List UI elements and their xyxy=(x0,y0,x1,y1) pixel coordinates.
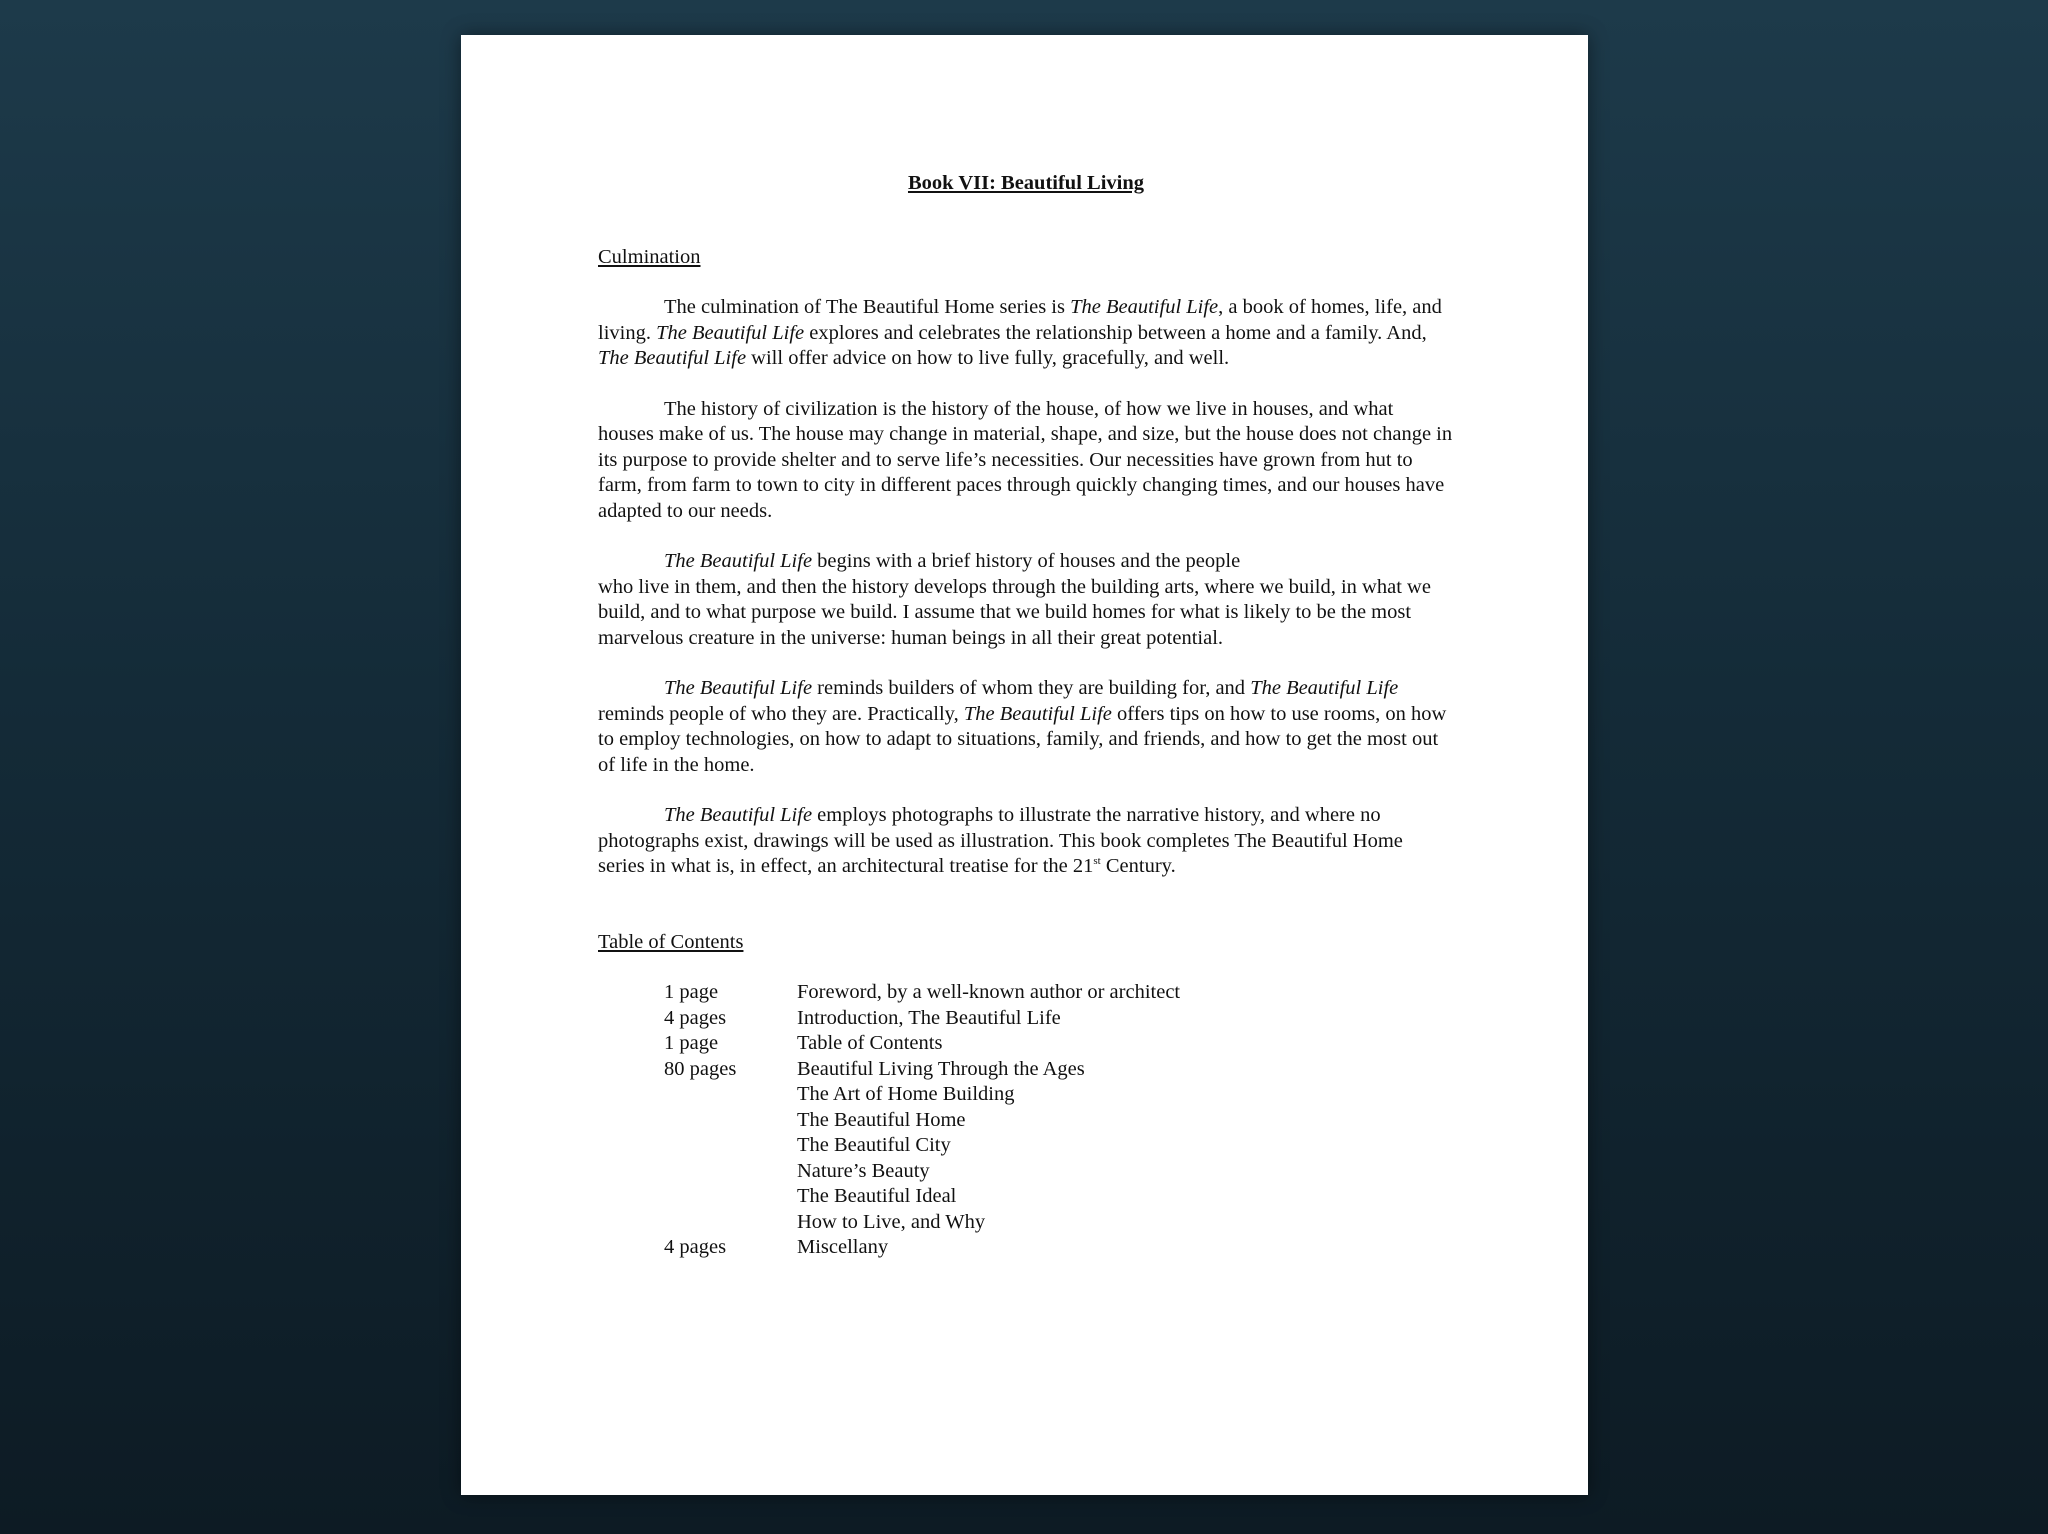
toc-entry-title: Nature’s Beauty xyxy=(797,1159,930,1182)
toc-entry-title: Table of Contents xyxy=(797,1032,943,1054)
table-of-contents xyxy=(598,980,1454,1261)
paragraph-text: begins with a brief history of houses and the people xyxy=(812,550,1241,572)
paragraph-text: will offer advice on how to live fully, gracefully, and well. xyxy=(746,347,1230,369)
toc-row xyxy=(664,1057,1454,1083)
paragraph-text: reminds builders of whom they are building for, and xyxy=(812,677,1251,699)
toc-page-count xyxy=(664,1210,797,1236)
toc-entry-title: Introduction, The Beautiful Life xyxy=(797,1006,1061,1029)
body-paragraph xyxy=(598,549,1454,651)
toc-entry-title: Beautiful Living Through the Ages xyxy=(797,1057,1085,1080)
italic-book-title: The Beautiful Life xyxy=(963,702,1112,725)
body-paragraph xyxy=(598,803,1454,880)
toc-page-count xyxy=(664,1159,797,1185)
paragraph-text: employs photographs to illustrate the narrative history, and where no photographs exist, drawings will be used as illustration. This book completes The Beautiful Home series in what is, in effect, an architectural treatise for the 21 xyxy=(598,804,1403,877)
toc-entry-title: How to Live, and Why xyxy=(797,1210,986,1233)
document-title: Book VII: Beautiful Living xyxy=(907,172,1144,194)
toc-entry-title: Miscellany xyxy=(797,1236,889,1258)
paragraph-text: offers tips on how to use rooms, on how to employ technologies, on how to adapt to situations, family, and friends, and how to get the most out of life in the home. xyxy=(598,702,1447,776)
section-heading-culmination: Culmination xyxy=(598,245,701,268)
paragraph-text: reminds people of who they are. Practically, xyxy=(598,702,964,725)
italic-book-title: The Beautiful Life xyxy=(1250,677,1399,699)
italic-book-title: The Beautiful Life xyxy=(664,550,813,572)
toc-entry-title: The Beautiful Home xyxy=(797,1108,966,1131)
toc-row xyxy=(664,1184,1454,1210)
toc-page-count: 80 pages xyxy=(664,1057,737,1080)
paragraph-text: who live in them, and then the history develops through the building arts, where we build, in what we build, and to what purpose we build. I assume that we build homes for what is likely to be the most marvelous creature in the universe: human beings in all their great potential. xyxy=(598,575,1431,649)
italic-book-title: The Beautiful Life xyxy=(1070,296,1219,318)
body-paragraphs xyxy=(598,295,1454,880)
toc-page-count: 1 page xyxy=(664,1032,719,1054)
toc-row xyxy=(664,1235,1454,1261)
toc-entry-title: The Beautiful Ideal xyxy=(797,1185,957,1207)
toc-entry-title: Foreword, by a well-known author or architect xyxy=(797,981,1181,1003)
toc-row xyxy=(664,1133,1454,1159)
toc-page-count: 4 pages xyxy=(664,1236,727,1258)
toc-row xyxy=(664,1210,1454,1236)
toc-row xyxy=(664,1082,1454,1108)
italic-book-title: The Beautiful Life xyxy=(656,321,805,344)
paragraph-text: The history of civilization is the history of the house, of how we live in houses, and what houses make of us. The house may change in material, shape, and size, but the house does not change in its purpose to provide shelter and to serve life’s necessities. Our necessities have grown from hut to farm, from farm to town to city in different paces through quickly changing times, and our houses have adapted to our needs. xyxy=(598,397,1453,522)
paragraph-text: explores and celebrates the relationship between a home and a family. And, xyxy=(804,321,1427,344)
toc-row xyxy=(664,1108,1454,1134)
toc-entry-title: The Beautiful City xyxy=(797,1134,951,1156)
italic-book-title: The Beautiful Life xyxy=(664,804,813,826)
toc-row xyxy=(664,1159,1454,1185)
toc-page-count xyxy=(664,1133,797,1159)
toc-row xyxy=(664,1006,1454,1032)
body-paragraph xyxy=(598,397,1454,525)
superscript-text: st xyxy=(1093,855,1101,868)
section-heading-toc: Table of Contents xyxy=(598,930,744,953)
toc-page-count xyxy=(664,1108,797,1134)
italic-book-title: The Beautiful Life xyxy=(664,677,813,699)
body-paragraph xyxy=(598,295,1454,372)
toc-row xyxy=(664,1031,1454,1057)
toc-page-count: 1 page xyxy=(664,981,719,1003)
section-spacer xyxy=(598,905,1454,930)
paragraph-text: The culmination of The Beautiful Home series is xyxy=(664,296,1071,318)
toc-entry-title: The Art of Home Building xyxy=(797,1083,1015,1105)
toc-page-count xyxy=(664,1184,797,1210)
paragraph-text: , a book of homes, life, and living. xyxy=(598,296,1442,344)
italic-book-title: The Beautiful Life xyxy=(598,347,747,369)
body-paragraph xyxy=(598,676,1454,778)
toc-page-count xyxy=(664,1082,797,1108)
toc-page-count: 4 pages xyxy=(664,1006,727,1029)
toc-row xyxy=(664,980,1454,1006)
paragraph-text: Century. xyxy=(1100,855,1176,877)
document-content xyxy=(598,171,1454,1261)
document-page xyxy=(461,35,1588,1495)
